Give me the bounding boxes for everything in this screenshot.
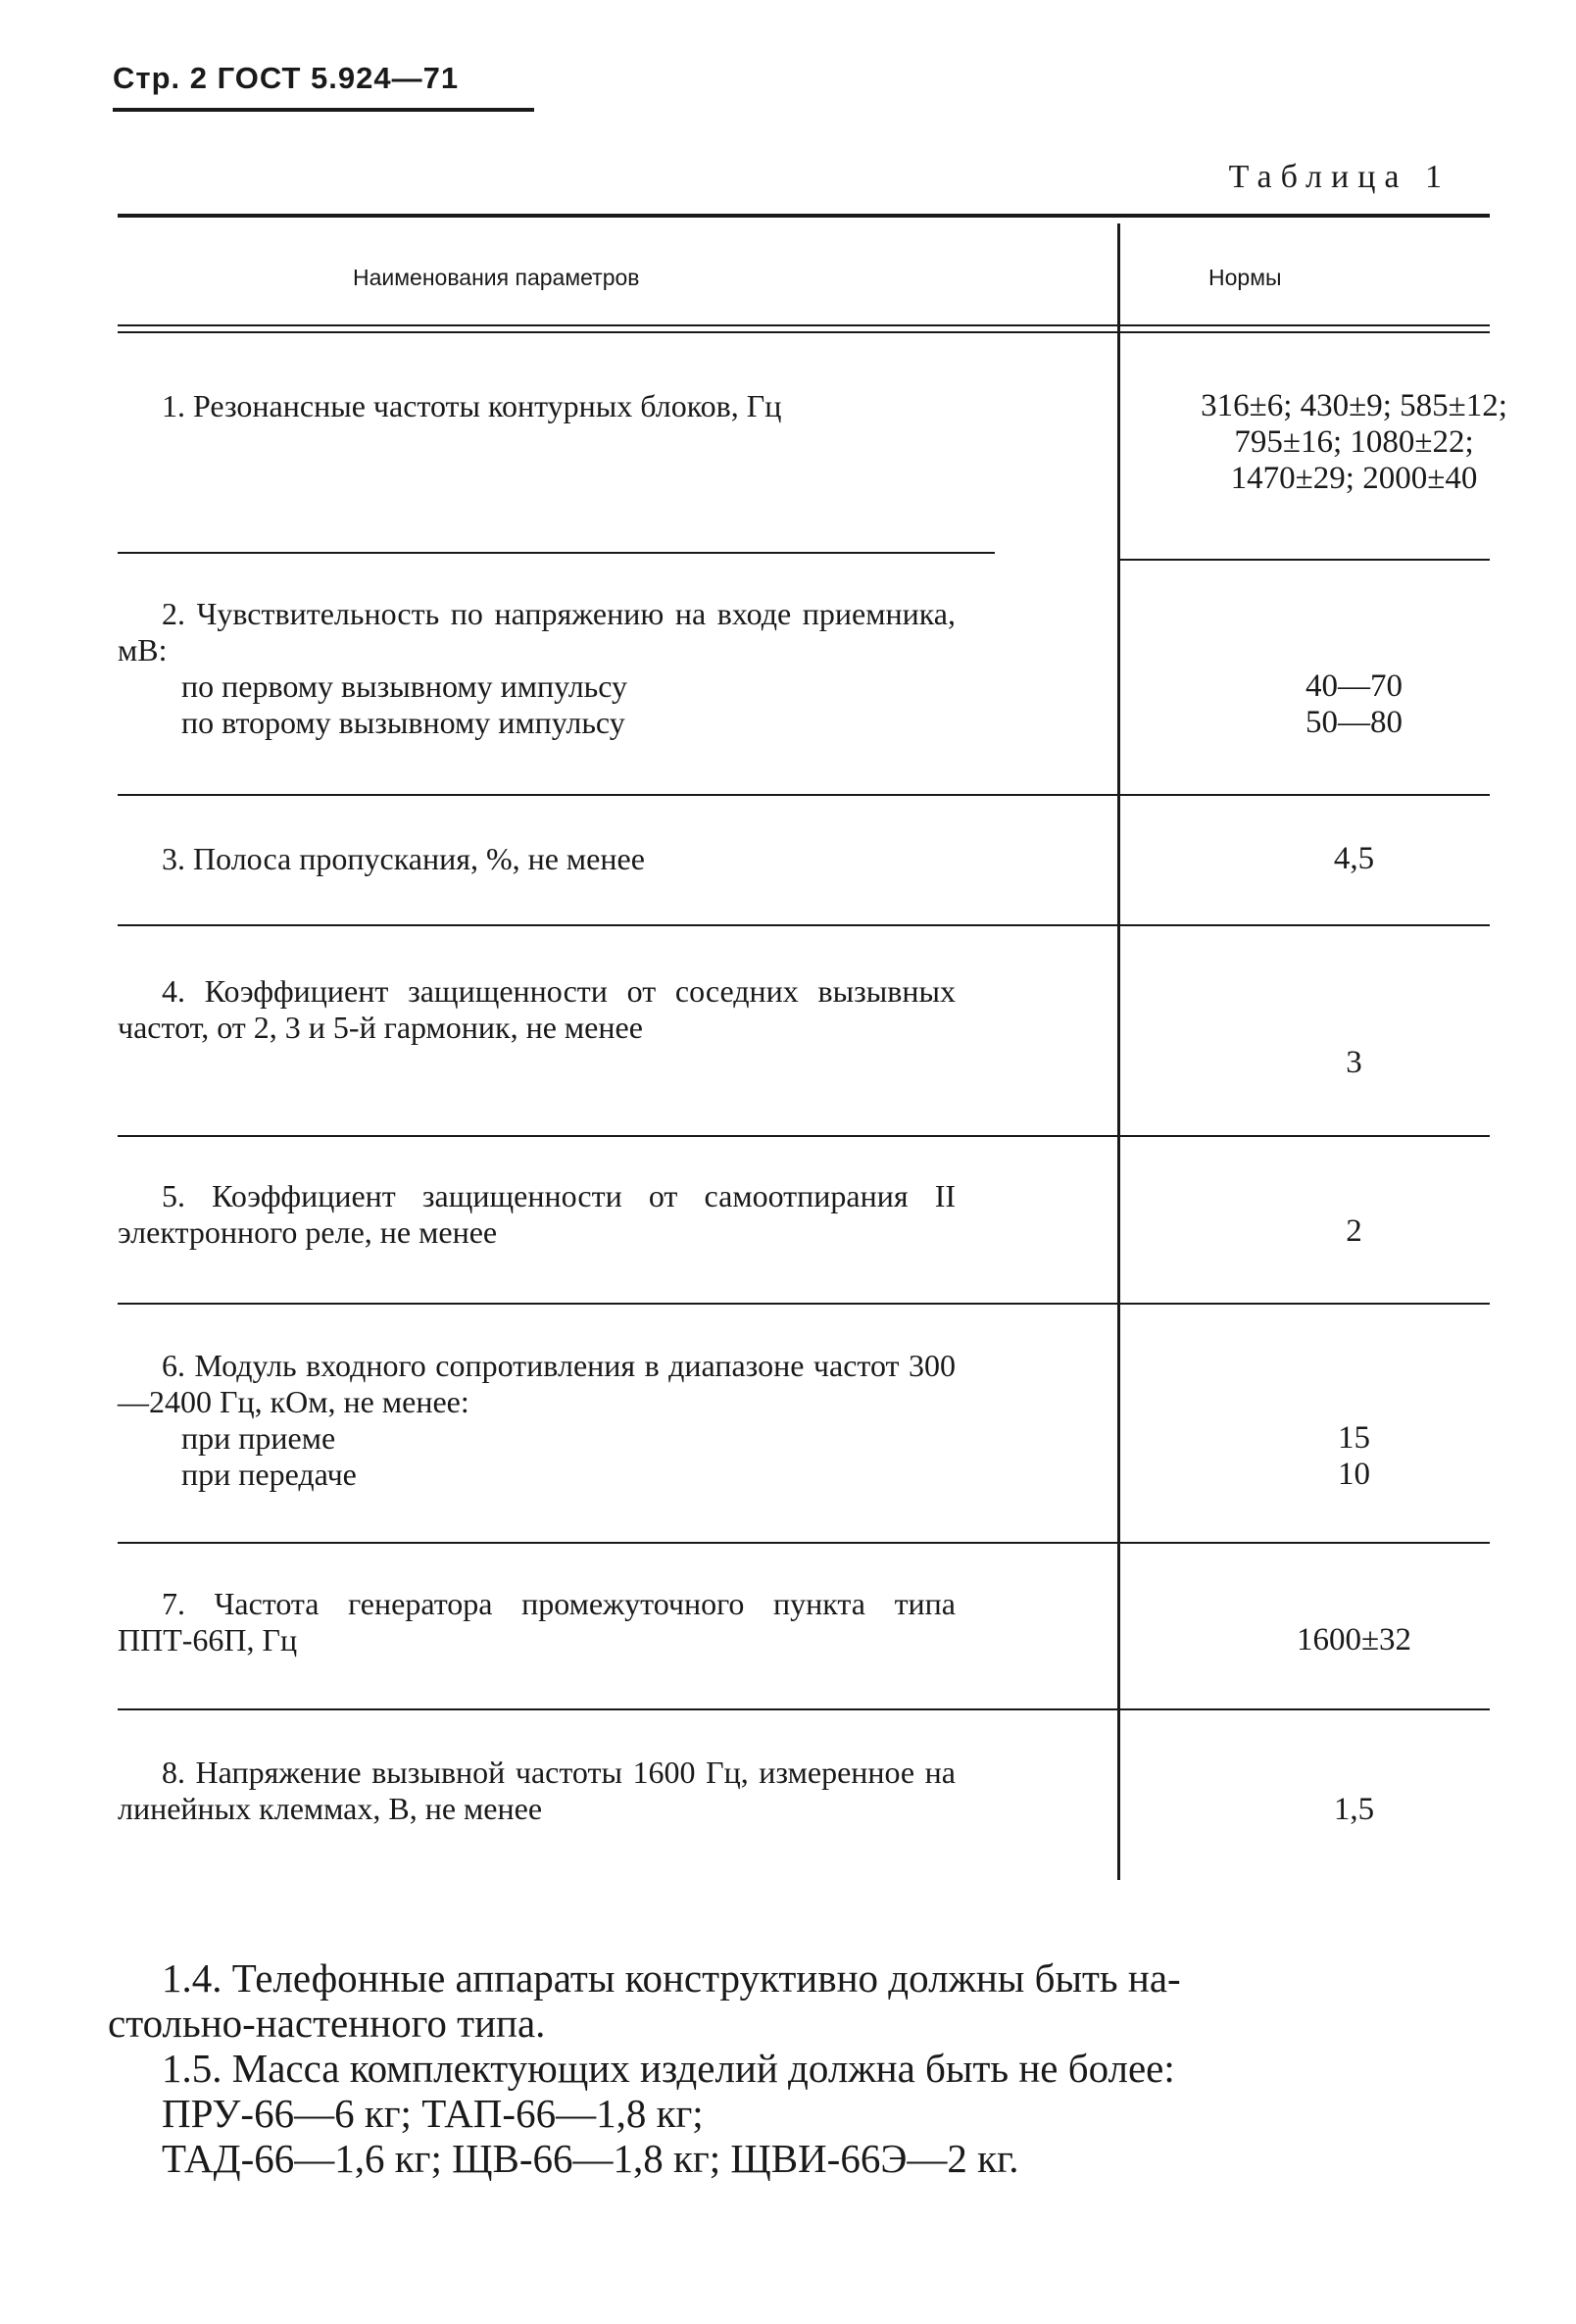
norm-value: 4,5 [1333,841,1375,876]
page-number: Стр. 2 [113,61,208,95]
header-double-rule [118,331,1490,333]
table-row-norm [1120,1792,1576,1828]
parameters-table [118,214,1507,1880]
paragraph-1-5-cont: ТАД-66—1,6 кг; ЩВ-66—1,8 кг; ЩВИ-66Э—2 кг. [162,2136,1019,2181]
row-separator [118,552,995,554]
column-header-params: Наименования параметров [353,265,640,290]
norm-value: 795±16; 1080±22; [1234,424,1474,460]
param-subitem: по первому вызывному импульсу [181,668,628,704]
param-subitem: при передаче [181,1457,357,1492]
table-row-norm [1120,1213,1576,1250]
row-separator [118,1303,1490,1305]
norm-value: 1470±29; 2000±40 [1230,461,1478,496]
table-row-param [118,841,956,877]
table-row-norm [1120,1420,1576,1493]
paragraph-1-4-cont: стольно-настенного типа. [108,2001,546,2046]
table-row-param [118,1755,956,1827]
norm-value: 316±6; 430±9; 585±12; [1201,388,1507,423]
norm-value: 3 [1346,1045,1362,1080]
paragraph-1-4: 1.4. Телефонные аппараты конструктивно должны быть на- [162,1955,1181,2001]
table-row-norm [1120,841,1576,877]
body-text [108,1955,1470,2181]
row-separator [1120,559,1490,561]
param-text: 6. Модуль входного сопротивления в диапазоне частот 300—2400 Гц, кОм, не менее: [118,1348,956,1419]
norm-value: 1600±32 [1296,1622,1412,1657]
table-top-rule [118,214,1490,218]
norm-value: 15 [1338,1420,1370,1456]
standard-number: ГОСТ 5.924—71 [217,61,460,95]
row-separator [118,1542,1490,1544]
norm-value: 40—70 [1305,668,1403,704]
param-subitem: при приеме [181,1420,336,1456]
paragraph-1-5-cont: ПРУ-66—6 кг; ТАП-66—1,8 кг; [162,2091,704,2136]
table-row-param [118,1178,956,1251]
norm-value: 1,5 [1333,1792,1375,1827]
table-row-norm [1120,1045,1576,1081]
norm-value: 10 [1338,1457,1370,1492]
column-header-norms: Нормы [1208,265,1282,290]
param-text: 5. Коэффициент защищенности от самоотпирания II электронного реле, не менее [118,1178,956,1250]
row-separator [118,924,1490,926]
table-row-norm [1120,1622,1576,1658]
row-separator [118,1708,1490,1710]
param-text: 4. Коэффициент защищенности от соседних вызывных частот, от 2, 3 и 5-й гармоник, не менее [118,973,956,1045]
table-label: Таблица 1 [1228,159,1451,195]
row-separator [118,1135,1490,1137]
norm-value: 50—80 [1305,705,1403,740]
table-row-param [118,1348,956,1493]
header-double-rule [118,324,1490,326]
param-text: 7. Частота генератора промежуточного пункта типа ППТ-66П, Гц [118,1586,956,1657]
norm-value: 2 [1346,1213,1362,1249]
page-header [113,61,459,96]
row-separator [118,794,1490,796]
param-text: 2. Чувствительность по напряжению на входе приемника, мВ: [118,596,956,668]
header-rule [113,108,534,112]
paragraph-1-5: 1.5. Масса комплектующих изделий должна быть не более: [162,2046,1175,2091]
param-text: 1. Резонансные частоты контурных блоков, Гц [162,388,782,423]
table-row-norm [1120,388,1576,497]
param-text: 8. Напряжение вызывной частоты 1600 Гц, измеренное на линейных клеммах, В, не менее [118,1755,956,1826]
table-row-param [118,1586,956,1658]
table-row-param [118,388,956,424]
table-row-norm [1120,668,1576,741]
param-text: 3. Полоса пропускания, %, не менее [162,841,645,876]
param-subitem: по второму вызывному импульсу [181,705,625,740]
table-row-param [118,973,956,1046]
table-row-param [118,596,956,741]
